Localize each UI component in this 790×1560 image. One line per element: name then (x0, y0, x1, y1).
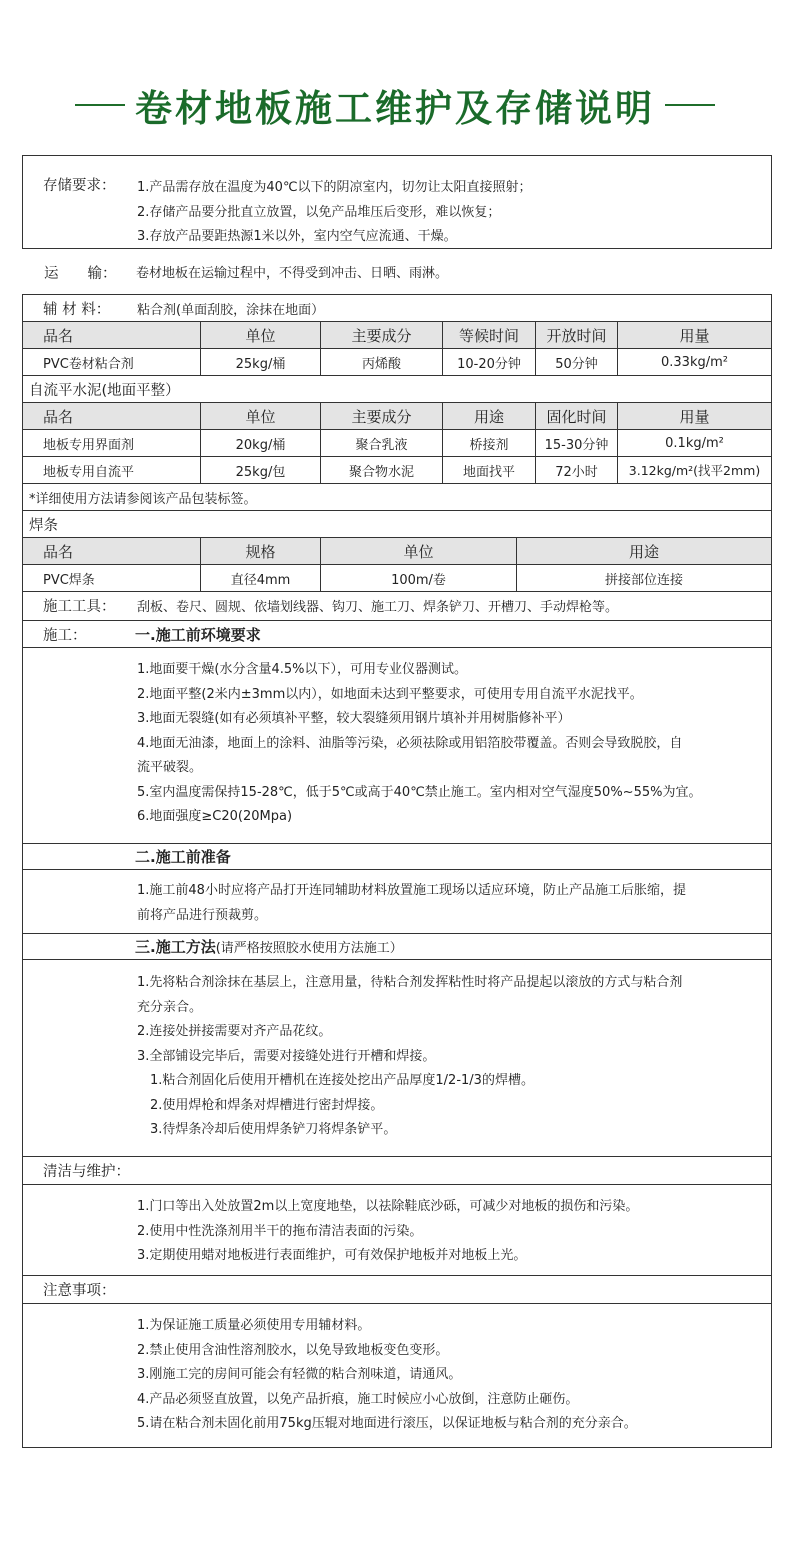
s3-line: 1.粘合剂固化后使用开槽机在连接处挖出产品厚度1/2-1/3的焊槽。 (137, 1073, 534, 1088)
title-right-line (665, 104, 715, 106)
data-cell: 地板专用界面剂 (43, 437, 135, 453)
page-title: 卷材地板施工维护及存储说明 (135, 87, 655, 130)
data-cell: 拼接部位连接 (516, 565, 771, 591)
s2-line: 1.施工前48小时应将产品打开连同辅助材料放置施工现场以适应环境，防止产品施工后胀缩，提 (137, 883, 686, 898)
s3-line: 3.待焊条冷却后使用焊条铲刀将焊条铲平。 (137, 1122, 397, 1137)
construction-s2-head (23, 843, 771, 870)
cement-data-row (23, 457, 771, 484)
data-cell: 地面找平 (442, 457, 535, 483)
data-cell: PVC卷材粘合剂 (43, 356, 134, 372)
cleaning-line: 3.定期使用蜡对地板进行表面维护，可有效保护地板并对地板上光。 (137, 1248, 527, 1263)
weld-title: 焊条 (29, 517, 58, 534)
weld-header-row (23, 538, 771, 565)
s2-lines (137, 879, 767, 928)
title-left-line (75, 104, 125, 106)
header-cell: 等候时间 (442, 322, 535, 348)
data-cell: 72小时 (535, 457, 617, 483)
data-cell: 25kg/包 (200, 457, 320, 483)
s1-line: 2.地面平整(2米内±3mm以内），如地面未达到平整要求，可使用专用自流平水泥找平。 (137, 686, 643, 702)
cleaning-line: 2.使用中性洗涤剂用半干的拖布清洁表面的污染。 (137, 1223, 423, 1239)
storage-line-1: 1.产品需存放在温度为40℃以下的阴凉室内，切勿让太阳直接照射； (137, 180, 532, 195)
cement-title: 自流平水泥(地面平整） (29, 382, 180, 399)
s2-line: 前将产品进行预裁剪。 (137, 907, 268, 923)
notes-line: 4.产品必须竖直放置，以免产品折痕，施工时候应小心放倒，注意防止砸伤。 (137, 1391, 579, 1407)
header-cell: 用途 (516, 538, 771, 564)
data-cell: 25kg/桶 (200, 349, 320, 375)
aux-material-table (22, 294, 772, 620)
notes-line: 1.为保证施工质量必须使用专用辅材料。 (137, 1318, 371, 1333)
header-cell: 主要成分 (320, 322, 442, 348)
header-cell: 规格 (200, 538, 320, 564)
data-cell: 15-30分钟 (535, 430, 617, 456)
storage-label: 存储要求： (43, 178, 116, 194)
cleaning-lines (137, 1195, 767, 1269)
s1-line: 5.室内温度需保持15-28℃，低于5℃或高于40℃禁止施工。室内相对空气湿度50%~55%为宜。 (137, 784, 702, 800)
data-cell: 桥接剂 (442, 430, 535, 456)
s1-line: 6.地面强度≥C20(20Mpa) (137, 809, 293, 824)
s3-lines (137, 971, 767, 1143)
usage-note: *详细使用方法请参阅该产品包装标签。 (29, 491, 257, 507)
data-cell: 0.1kg/m² (617, 430, 771, 456)
construction-s1-head (23, 621, 771, 648)
storage-line-2: 2.存储产品要分批直立放置，以免产品堆压后变形，难以恢复； (137, 205, 501, 220)
notes-line: 2.禁止使用含油性溶剂胶水，以免导致地板变色变形。 (137, 1342, 449, 1358)
notes-line: 3.刚施工完的房间可能会有轻微的粘合剂味道，请通风。 (137, 1367, 462, 1382)
data-cell: 0.33kg/m² (617, 349, 771, 375)
header-cell: 单位 (200, 322, 320, 348)
s1-line: 3.地面无裂缝(如有必须填补平整，较大裂缝须用钢片填补并用树脂修补平） (137, 711, 571, 726)
cement-data-row (23, 430, 771, 457)
weld-data-row (23, 565, 771, 592)
data-cell: PVC焊条 (43, 572, 95, 588)
storage-box (22, 155, 772, 249)
s3-line: 2.连接处拼接需要对齐产品花纹。 (137, 1024, 332, 1039)
notes-line: 5.请在粘合剂未固化前用75kg压辊对地面进行滚压，以保证地板与粘合剂的充分亲合。 (137, 1416, 637, 1431)
aux-label: 辅 材 料： (43, 301, 111, 318)
data-cell: 3.12kg/m²(找平2mm) (617, 457, 771, 483)
cleaning-head (23, 1157, 771, 1185)
s3-line: 1.先将粘合剂涂抹在基层上，注意用量，待粘合剂发挥粘性时将产品提起以滚放的方式与粘合剂 (137, 975, 683, 990)
header-cell: 固化时间 (535, 403, 617, 429)
title-bar (0, 80, 790, 130)
tools-row (23, 592, 771, 619)
s3-line: 2.使用焊枪和焊条对焊槽进行密封焊接。 (137, 1097, 384, 1113)
tools-text: 刮板、卷尺、圆规、依墙划线器、钩刀、施工刀、焊条铲刀、开槽刀、手动焊枪等。 (137, 600, 619, 615)
note-row (23, 484, 771, 511)
adhesive-header-row (23, 322, 771, 349)
adhesive-note: 粘合剂(单面刮胶，涂抹在地面） (137, 302, 325, 318)
data-cell: 10-20分钟 (442, 349, 535, 375)
data-cell: 地板专用自流平 (43, 464, 135, 480)
s1-title: 一.施工前环境要求 (135, 625, 261, 644)
data-cell: 20kg/桶 (200, 430, 320, 456)
weld-title-row (23, 511, 771, 538)
header-cell: 品名 (43, 326, 74, 345)
s1-line: 1.地面要干燥(水分含量4.5%以下），可用专业仪器测试。 (137, 662, 468, 677)
header-cell: 用量 (617, 322, 771, 348)
header-cell: 用量 (617, 403, 771, 429)
construction-box (22, 620, 772, 1157)
s2-title: 二.施工前准备 (135, 848, 231, 866)
data-cell: 聚合物水泥 (320, 457, 442, 483)
cement-header-row (23, 403, 771, 430)
s3-title-sub: (请严格按照胶水使用方法施工） (215, 941, 403, 956)
header-cell: 单位 (200, 403, 320, 429)
s1-lines (137, 658, 767, 830)
header-cell: 品名 (43, 407, 74, 426)
transport-label: 运 输： (44, 266, 117, 282)
cleaning-label: 清洁与维护： (43, 1164, 130, 1180)
header-cell: 用途 (442, 403, 535, 429)
aux-label-row (23, 295, 771, 322)
storage-line-3: 3.存放产品要距热源1米以外，室内空气应流通、干燥。 (137, 229, 457, 244)
construction-s3-head (23, 933, 771, 960)
notes-box (22, 1276, 772, 1448)
s3-title (135, 936, 403, 957)
s3-title-main: 三.施工方法 (135, 938, 216, 956)
data-cell: 100m/卷 (320, 565, 516, 591)
cleaning-line: 1.门口等出入处放置2m以上宽度地垫，以祛除鞋底沙砾，可减少对地板的损伤和污染。 (137, 1199, 639, 1214)
s1-line: 4.地面无油漆，地面上的涂料、油脂等污染，必须祛除或用铝箔胶带覆盖。否则会导致脱胶，自 (137, 735, 683, 751)
tools-label: 施工工具： (43, 599, 116, 615)
header-cell: 品名 (43, 542, 74, 561)
construction-label: 施工： (43, 627, 87, 644)
transport-text: 卷材地板在运输过程中，不得受到冲击、日晒、雨淋。 (136, 266, 449, 281)
notes-label: 注意事项： (43, 1283, 116, 1299)
s3-line: 充分亲合。 (137, 999, 203, 1015)
notes-lines (137, 1314, 767, 1437)
header-cell: 主要成分 (320, 403, 442, 429)
cement-title-row (23, 376, 771, 403)
cleaning-box (22, 1157, 772, 1276)
data-cell: 聚合乳液 (320, 430, 442, 456)
header-cell: 单位 (320, 538, 516, 564)
data-cell: 直径4mm (200, 565, 320, 591)
header-cell: 开放时间 (535, 322, 617, 348)
notes-head (23, 1276, 771, 1304)
data-cell: 丙烯酸 (320, 349, 442, 375)
s1-line: 流平破裂。 (137, 760, 203, 775)
adhesive-data-row (23, 349, 771, 376)
s3-line: 3.全部铺设完毕后，需要对接缝处进行开槽和焊接。 (137, 1048, 436, 1064)
data-cell: 50分钟 (535, 349, 617, 375)
